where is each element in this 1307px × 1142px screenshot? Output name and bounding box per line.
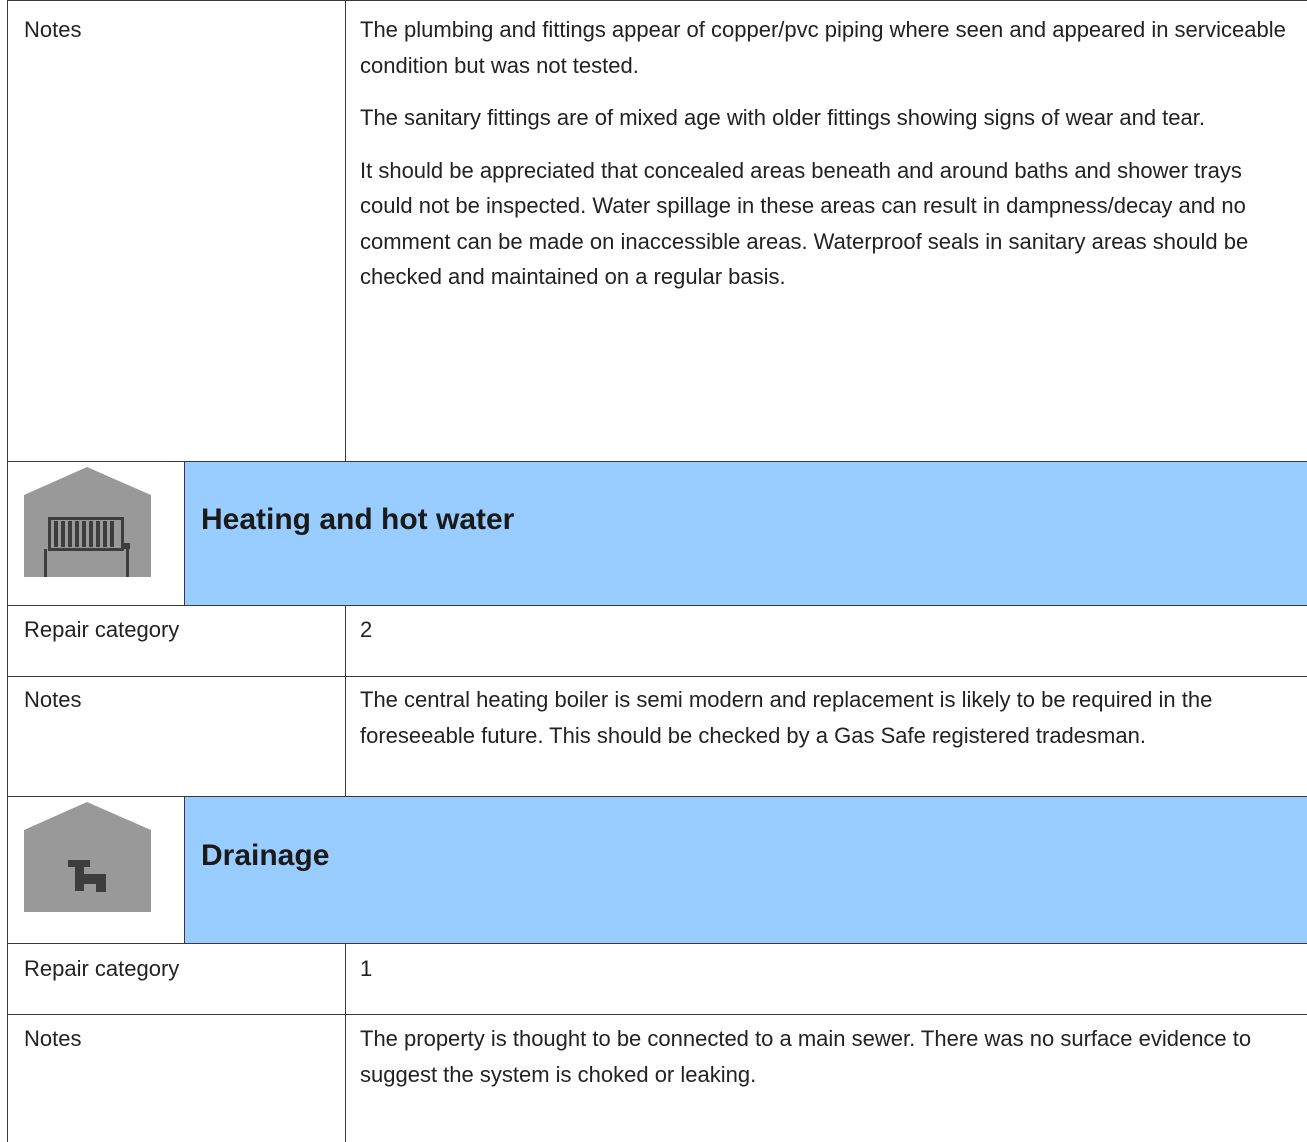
notes-label: Notes [24,17,82,42]
notes-label: Notes [24,1026,82,1051]
radiator-icon [20,465,157,577]
table-rule [184,462,185,606]
notes-text: The property is thought to be connected to a main sewer. There was no surface evidence to suggest the system is choked or leaking. [360,1026,1252,1087]
notes-paragraph: The plumbing and fittings appear of copper/pvc piping where seen and appeared in serviceable condition but was not tested. [360,17,1286,78]
notes-paragraph: It should be appreciated that concealed areas beneath and around baths and shower trays could not be inspected. Water spillage in these areas can result in dampness/decay and no comment can be made on inaccessible areas. Waterproof seals in sanitary areas should be checked and maintained on a regular basis. [360,157,1249,289]
table-rule [345,0,346,462]
table-rule [7,943,1307,944]
section-title-heating: Heating and hot water [201,503,515,536]
repair-category-value: 2 [360,617,373,642]
repair-category-label: Repair category [24,617,180,642]
tap-icon [20,800,157,912]
repair-category-label: Repair category [24,956,180,981]
repair-category-value: 1 [360,956,373,981]
table-rule [7,0,1307,1]
table-rule [7,676,1307,677]
table-rule [7,605,1307,606]
table-rule [7,1014,1307,1015]
section-title-drainage: Drainage [201,839,330,872]
table-rule [7,0,8,1142]
notes-text: The central heating boiler is semi modern and replacement is likely to be required in the foreseeable future. This should be checked by a Gas Safe registered tradesman. [360,687,1213,748]
notes-label: Notes [24,687,82,712]
table-rule [345,606,346,796]
table-rule [7,796,1307,797]
notes-paragraph: The sanitary fittings are of mixed age with older fittings showing signs of wear and tear. [360,105,1205,130]
table-rule [184,797,185,944]
table-rule [7,461,1307,462]
notes-text [360,12,1300,295]
drainage-header-band [185,796,1307,944]
table-rule [345,944,346,1142]
